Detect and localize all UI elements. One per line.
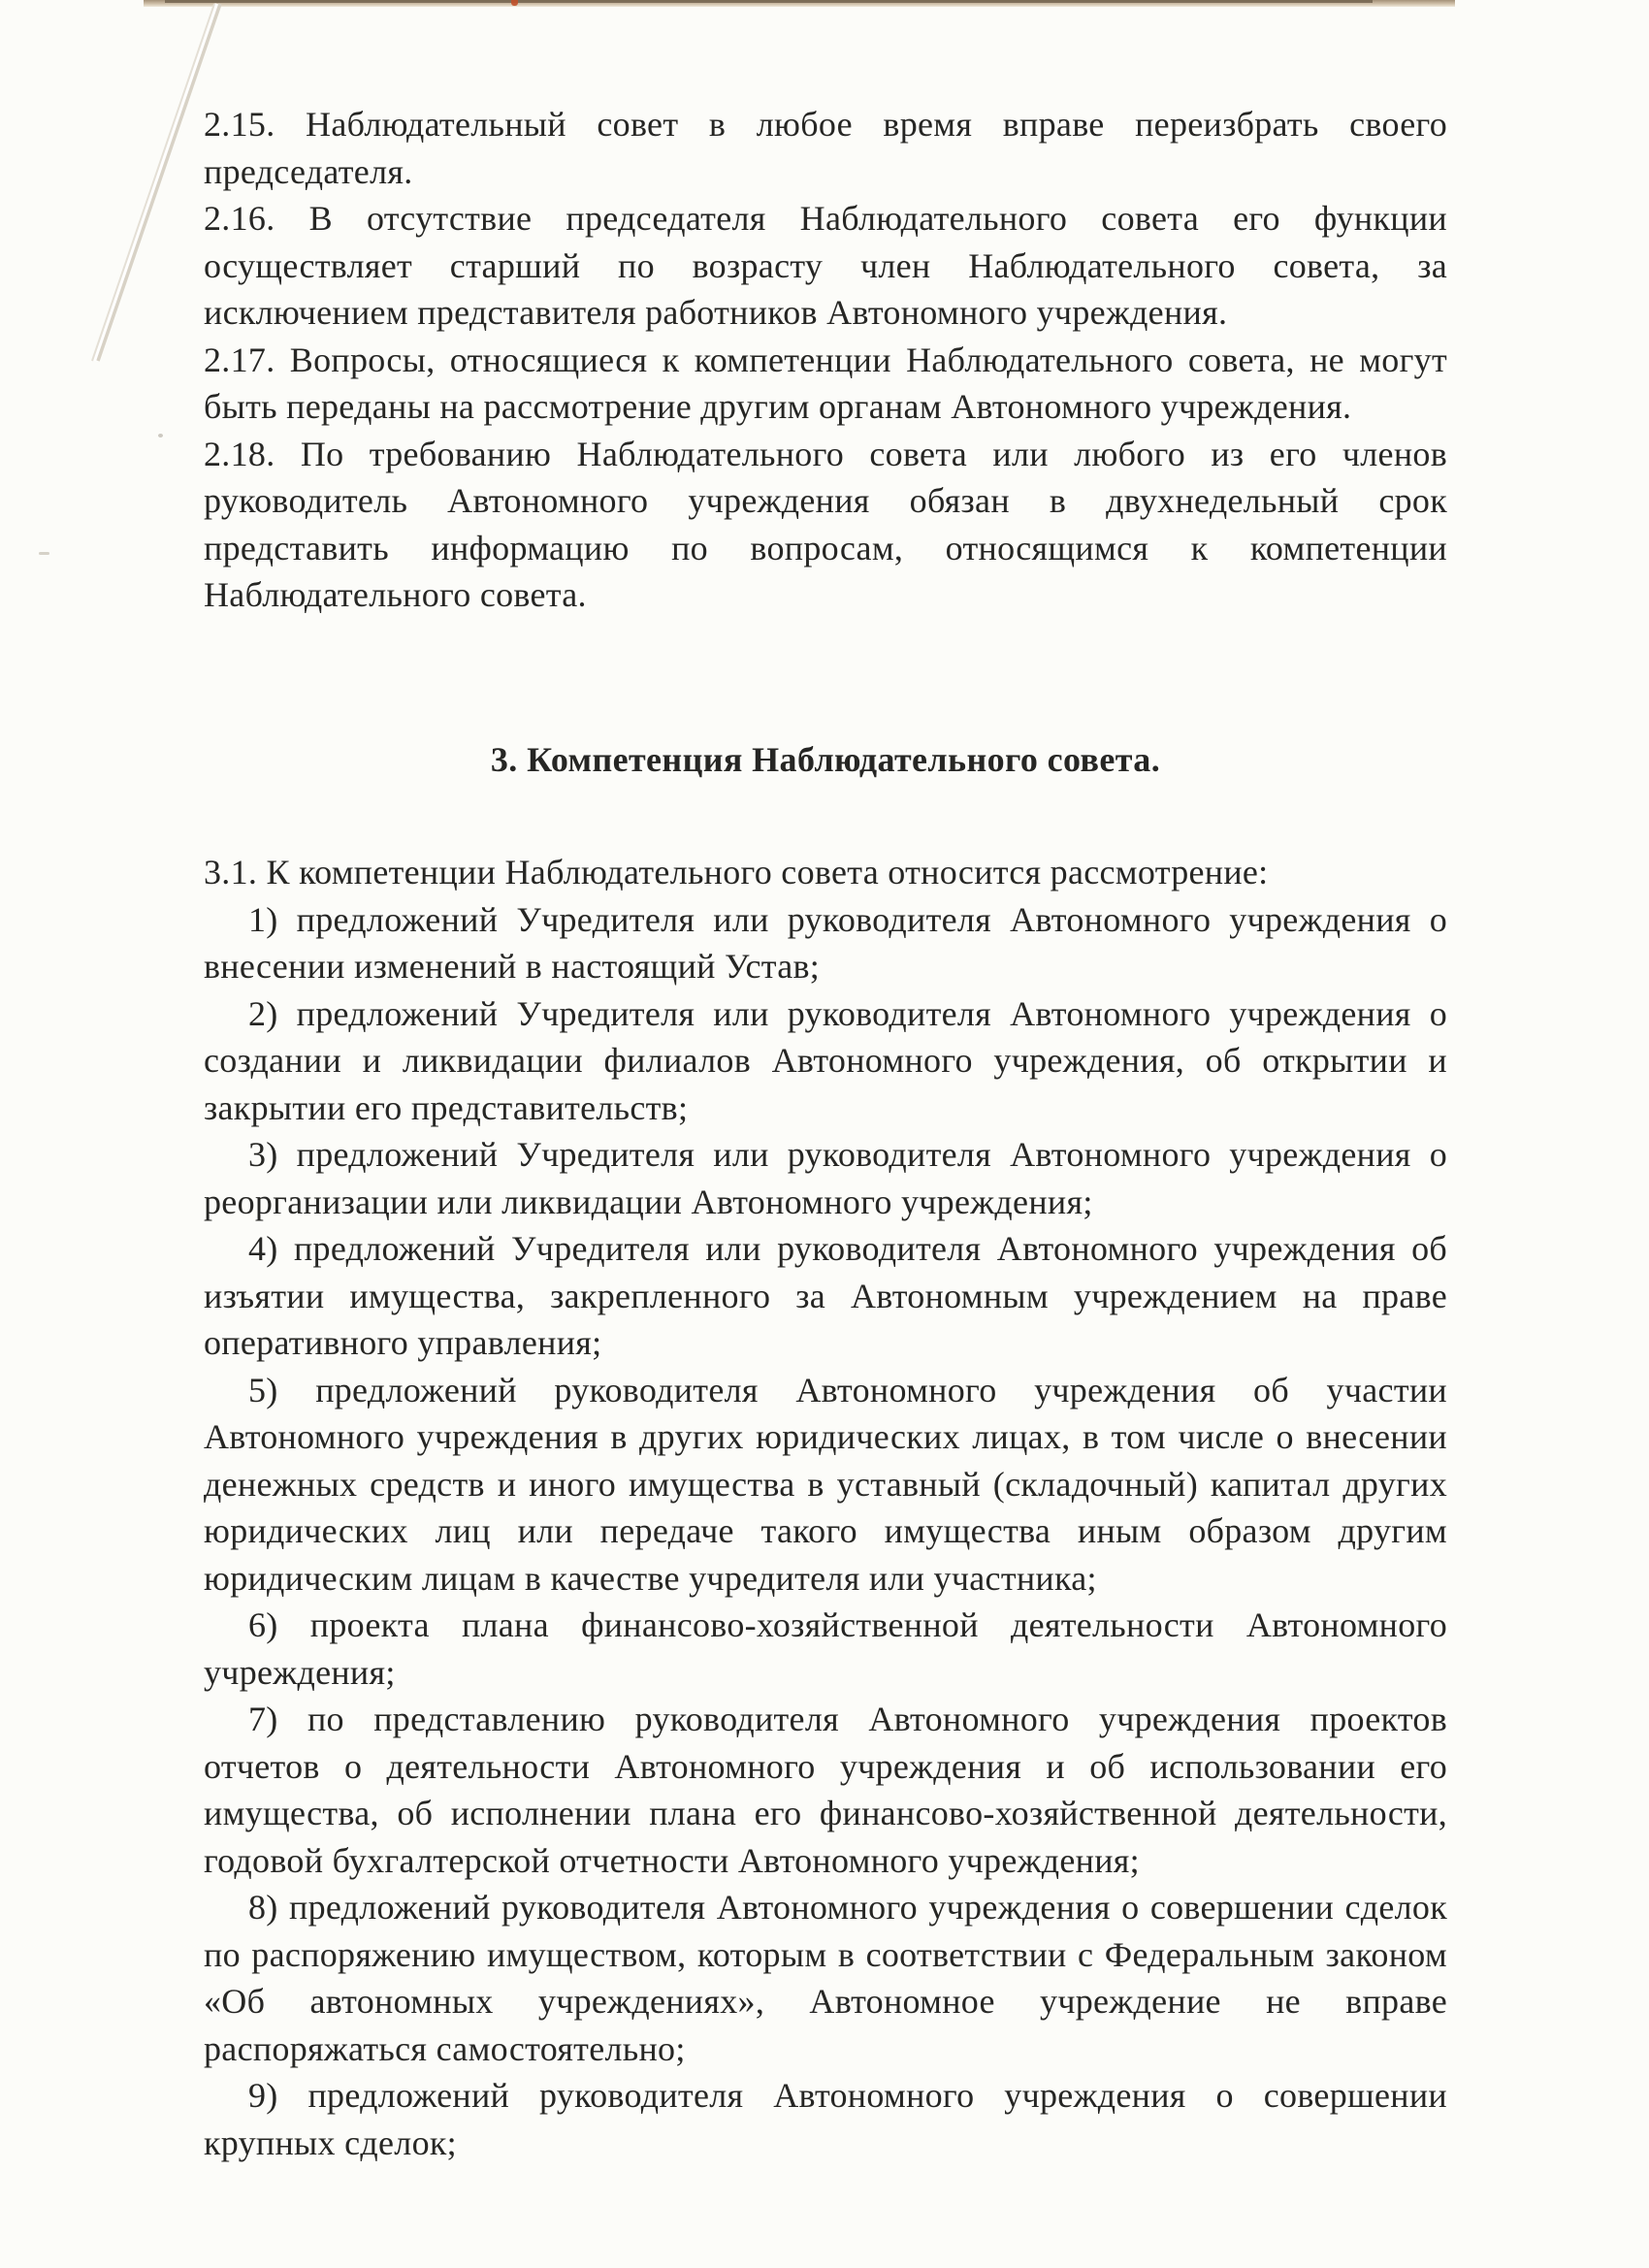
scan-top-edge-dark-line-artifact [165, 0, 1373, 3]
document-text-block [204, 101, 1447, 2166]
list-item-2: 2) предложений Учредителя или руководителя Автономного учреждения о создании и ликвидации филиалов Автономного учреждения, об открытии и закрытии его представительств; [204, 993, 1447, 1127]
list-item-1: 1) предложений Учредителя или руководителя Автономного учреждения о внесении изменений в настоящий Устав; [204, 899, 1447, 986]
list-item-6: 6) проекта плана финансово-хозяйственной деятельности Автономного учреждения; [204, 1605, 1447, 1692]
list-item-5: 5) предложений руководителя Автономного учреждения об участии Автономного учреждения в других юридических лицах, в том числе о внесении денежных средств и иного имущества в уставный (складочный) капитал других юридических лиц или передаче такого имущества иным образом другим юридическим лицам в качестве учредителя или участника; [204, 1370, 1447, 1598]
section-3-heading: 3. Компетенция Наблюдательного совета. [490, 739, 1161, 779]
scan-speck-artifact [158, 434, 163, 437]
paragraph-2-15: 2.15. Наблюдательный совет в любое время вправе переизбрать своего председателя. [204, 105, 1447, 191]
paragraph-2-18: 2.18. По требованию Наблюдательного совета или любого из его членов руководитель Автономного учреждения обязан в двухнедельный срок представить информацию по вопросам, относящимся к компетенции Наблюдательного совета. [204, 434, 1447, 614]
scan-red-speck-artifact [511, 0, 518, 6]
list-item-7: 7) по представлению руководителя Автономного учреждения проектов отчетов о деятельности Автономного учреждения и об использовании его имущества, об исполнении плана его финансово-хозяйственной деятельности, годовой бухгалтерской отчетности Автономного учреждения; [204, 1700, 1447, 1880]
paragraph-3-1-intro: 3.1. К компетенции Наблюдательного совета относится рассмотрение: [204, 853, 1269, 891]
paragraph-2-17: 2.17. Вопросы, относящиеся к компетенции Наблюдательного совета, не могут быть переданы на рассмотрение другим органам Автономного учреждения. [204, 340, 1447, 426]
list-item-3: 3) предложений Учредителя или руководителя Автономного учреждения о реорганизации или ликвидации Автономного учреждения; [204, 1135, 1447, 1221]
scan-speck-artifact [39, 552, 49, 555]
list-item-9: 9) предложений руководителя Автономного учреждения о совершении крупных сделок; [204, 2076, 1447, 2162]
list-item-8: 8) предложений руководителя Автономного учреждения о совершении сделок по распоряжению имуществом, которым в соответствии с Федеральным законом «Об автономных учреждениях», Автономное учреждение не вправе распоряжаться самостоятельно; [204, 1888, 1447, 2068]
paragraph-2-16: 2.16. В отсутствие председателя Наблюдательного совета его функции осуществляет старший по возрасту член Наблюдательного совета, за исключением представителя работников Автономного учреждения. [204, 199, 1447, 332]
list-item-4: 4) предложений Учредителя или руководителя Автономного учреждения об изъятии имущества, закрепленного за Автономным учреждением на праве оперативного управления; [204, 1229, 1447, 1362]
